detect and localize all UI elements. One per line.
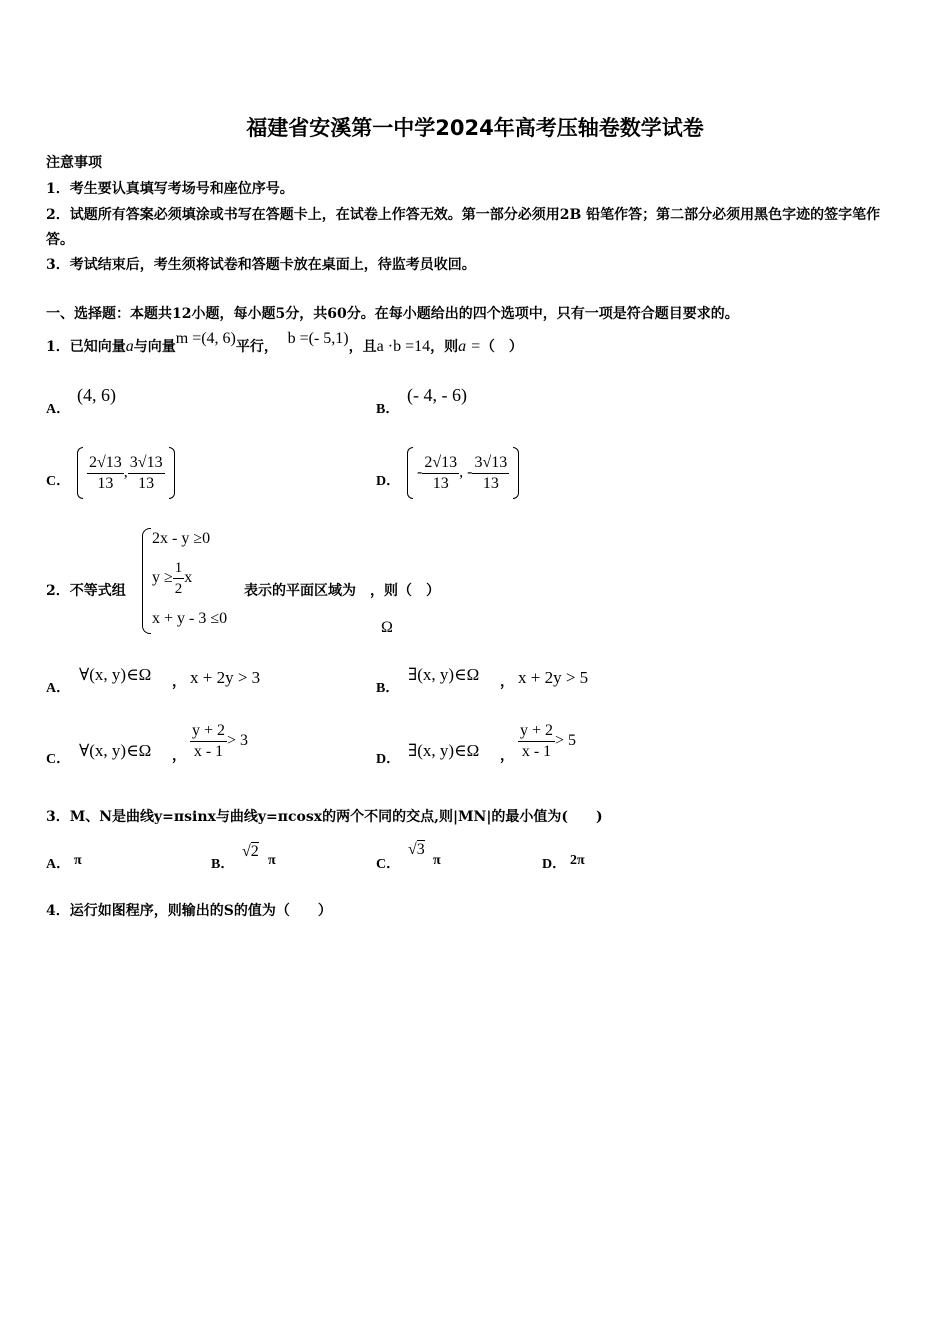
vector-m: m =(4, 6) xyxy=(175,330,236,347)
q2-option-c-quantifier: ∀(x, y)∈Ω xyxy=(79,741,152,760)
question-3: 3．M、N是曲线y=πsinx与曲线y=πcosx的两个不同的交点,则|MN|的最小值为( ) xyxy=(46,809,603,825)
notice-item-1: 1．考生要认真填写考场号和座位序号。 xyxy=(46,181,294,197)
dot-product: a ·b =14 xyxy=(376,338,431,355)
q1-option-c: $\frac{2√13}{13}$ , $\frac{3√13}{13}$ xyxy=(77,447,175,499)
q2-option-d-label: D． xyxy=(376,752,401,767)
notice-item-3: 3．考试结束后，考生须将试卷和答题卡放在桌面上，待监考员收回。 xyxy=(46,257,476,273)
q3-option-b-label: B． xyxy=(211,857,235,872)
q1-option-b: (- 4, - 6) xyxy=(407,385,467,405)
q1-option-a-label: A． xyxy=(46,402,71,417)
q2-option-d-quantifier: ∃(x, y)∈Ω xyxy=(408,741,480,760)
question-2-suffix: 表示的平面区域为 ，则（ ） xyxy=(244,583,440,599)
q2-option-c-label: C． xyxy=(46,752,71,767)
q1-option-b-label: B． xyxy=(376,402,400,417)
q3-option-d-label: D． xyxy=(542,857,567,872)
q2-option-a-label: A． xyxy=(46,681,71,696)
system-line-2: y ≥ $\frac{1}{2}$ x xyxy=(152,560,193,597)
question-1: 1．已知向量a与向量m =(4, 6)平行， b =(- 5,1)，且a ·b =14，则a =（ ） xyxy=(46,330,523,355)
system-line-3: x + y - 3 ≤0 xyxy=(152,610,228,627)
answer-blank: a = xyxy=(458,338,481,355)
q3-option-c: √3 xyxy=(408,841,425,858)
q3-option-b: √2 xyxy=(242,843,259,860)
question-2-prefix: 2．不等式组 xyxy=(46,583,126,599)
vector-b: b =(- 5,1) xyxy=(287,330,349,347)
q2-option-b-label: B． xyxy=(376,681,400,696)
q3-option-a: π xyxy=(74,853,82,868)
q1-option-d-label: D． xyxy=(376,474,401,489)
q1-option-c-label: C． xyxy=(46,474,71,489)
q2-option-b-inequality: x + 2y > 5 xyxy=(518,668,589,687)
q3-option-a-label: A． xyxy=(46,857,71,872)
system-brace xyxy=(142,528,151,634)
q1-option-d: - $\frac{2√13}{13}$ , - $\frac{3√13}{13}$ xyxy=(407,447,519,499)
omega-symbol: Ω xyxy=(381,619,393,636)
notice-item-2: 2．试题所有答案必须填涂或书写在答题卡上，在试卷上作答无效。第一部分必须用2B 铅笔作答；第二部分必须用黑色字迹的签字笔作答。 xyxy=(46,207,881,248)
q2-option-a-inequality: x + 2y > 3 xyxy=(190,668,261,687)
page-title: 福建省安溪第一中学2024年高考压轴卷数学试卷 xyxy=(246,116,704,140)
q2-option-b-quantifier: ∃(x, y)∈Ω xyxy=(408,665,480,684)
vector-a: a xyxy=(125,338,134,355)
system-line-1: 2x - y ≥0 xyxy=(152,530,211,547)
question-4: 4．运行如图程序，则输出的S的值为（ ） xyxy=(46,903,332,919)
q1-option-a: (4, 6) xyxy=(77,385,116,405)
notice-heading: 注意事项 xyxy=(46,155,102,171)
q3-option-c-label: C． xyxy=(376,857,401,872)
q2-option-c-inequality: $\frac{y + 2}{x - 1}$ > 3 xyxy=(192,722,249,760)
section-heading: 一、选择题：本题共12小题，每小题5分，共60分。在每小题给出的四个选项中，只有一项是符合题目要求的。 xyxy=(46,306,739,322)
q3-option-d: 2π xyxy=(570,853,585,868)
q2-option-d-inequality: $\frac{y + 2}{x - 1}$ > 5 xyxy=(520,722,577,760)
q2-option-a-quantifier: ∀(x, y)∈Ω xyxy=(79,665,152,684)
